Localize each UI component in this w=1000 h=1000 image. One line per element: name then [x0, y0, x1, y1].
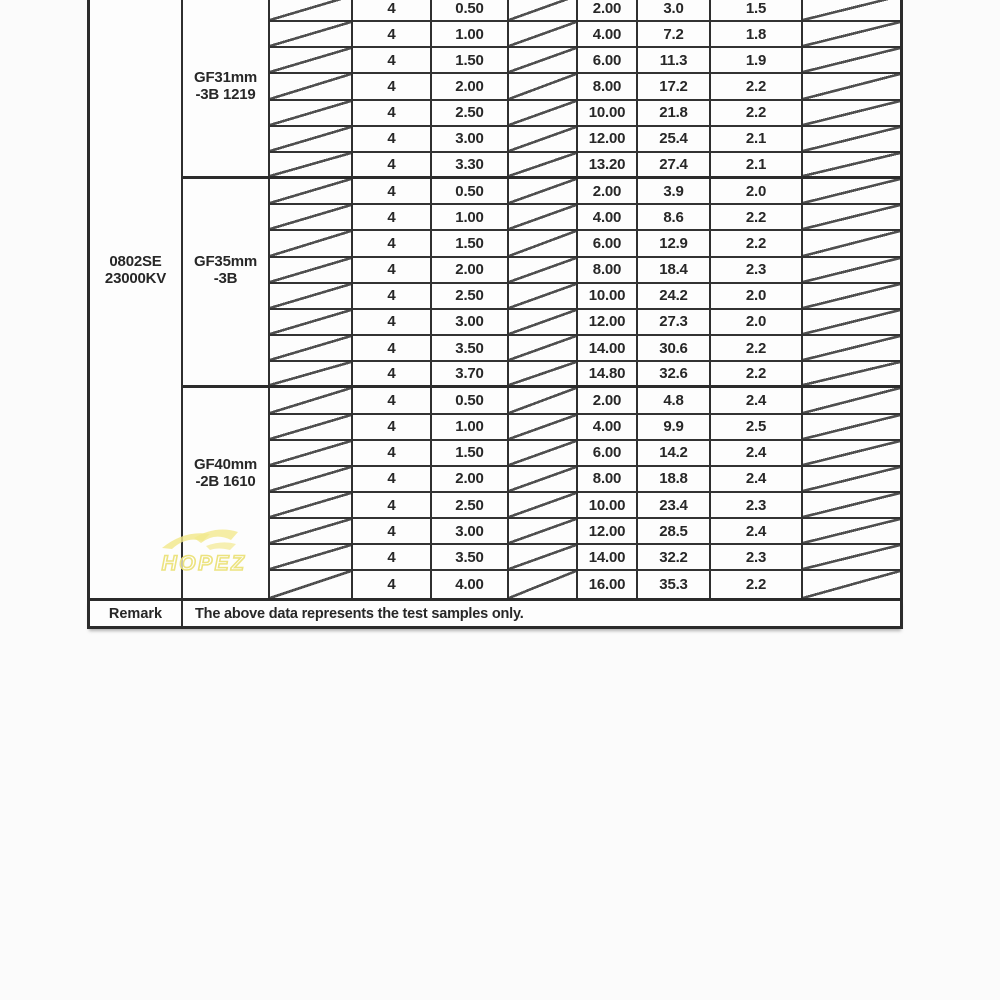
data-cell: 4	[353, 545, 432, 571]
data-cell: 3.50	[432, 336, 509, 362]
data-cell: 8.6	[638, 205, 711, 231]
hatched-cell	[803, 48, 900, 74]
hatched-cell	[509, 545, 578, 571]
hatched-cell	[803, 0, 900, 22]
hatched-cell	[803, 310, 900, 336]
prop-gf40-line1: GF40mm	[194, 455, 257, 473]
data-cell: 30.6	[638, 336, 711, 362]
data-cell: 4.00	[578, 22, 638, 48]
data-cell: 4	[353, 258, 432, 284]
remark-label: Remark	[90, 601, 183, 626]
hatched-cell	[509, 388, 578, 414]
hatched-cell	[803, 571, 900, 597]
data-cell: 28.5	[638, 519, 711, 545]
data-cell: 4	[353, 153, 432, 179]
hatched-cell	[270, 415, 353, 441]
data-cell: 11.3	[638, 48, 711, 74]
hatched-cell	[270, 362, 353, 388]
data-cell: 14.80	[578, 362, 638, 388]
data-cell: 12.00	[578, 127, 638, 153]
data-cell: 3.0	[638, 0, 711, 22]
remark-row	[87, 598, 903, 629]
data-cell: 4	[353, 284, 432, 310]
hatched-cell	[509, 22, 578, 48]
hatched-cell	[803, 101, 900, 127]
data-cell: 2.0	[711, 179, 803, 205]
data-cell: 2.2	[711, 101, 803, 127]
hatched-cell	[270, 310, 353, 336]
data-cell: 1.50	[432, 231, 509, 257]
hatched-cell	[509, 493, 578, 519]
hatched-cell	[509, 127, 578, 153]
data-cell: 2.4	[711, 519, 803, 545]
hatched-cell	[270, 545, 353, 571]
hatched-cell	[803, 467, 900, 493]
motor-name-line2: 23000KV	[104, 269, 167, 287]
hatched-cell	[270, 493, 353, 519]
data-cell: 10.00	[578, 284, 638, 310]
data-cell: 27.4	[638, 153, 711, 179]
hatched-cell	[509, 519, 578, 545]
hatched-cell	[803, 493, 900, 519]
data-cell: 2.50	[432, 493, 509, 519]
data-cell: 4	[353, 336, 432, 362]
hatched-cell	[270, 0, 353, 22]
hatched-cell	[270, 258, 353, 284]
hatched-cell	[803, 545, 900, 571]
data-cell: 2.2	[711, 205, 803, 231]
data-cell: 14.2	[638, 441, 711, 467]
hatched-cell	[803, 205, 900, 231]
hatched-cell	[509, 205, 578, 231]
data-cell: 8.00	[578, 258, 638, 284]
hatched-cell	[509, 48, 578, 74]
hatched-cell	[509, 362, 578, 388]
hatched-cell	[509, 101, 578, 127]
data-cell: 2.2	[711, 362, 803, 388]
data-cell: 24.2	[638, 284, 711, 310]
hatched-cell	[509, 571, 578, 597]
hatched-cell	[270, 153, 353, 179]
data-cell: 2.3	[711, 493, 803, 519]
data-cell: 2.1	[711, 127, 803, 153]
data-cell: 4	[353, 74, 432, 100]
data-cell: 0.50	[432, 388, 509, 414]
hatched-cell	[509, 415, 578, 441]
prop-gf40-line2: -2B 1610	[195, 472, 256, 490]
data-cell: 0.50	[432, 179, 509, 205]
data-cell: 14.00	[578, 545, 638, 571]
hatched-cell	[509, 153, 578, 179]
hatched-cell	[509, 74, 578, 100]
data-cell: 2.1	[711, 153, 803, 179]
data-cell: 2.2	[711, 74, 803, 100]
hatched-cell	[509, 441, 578, 467]
data-cell: 2.50	[432, 284, 509, 310]
data-cell: 9.9	[638, 415, 711, 441]
data-cell: 6.00	[578, 231, 638, 257]
data-cell: 3.30	[432, 153, 509, 179]
data-cell: 6.00	[578, 48, 638, 74]
data-cell: 4.00	[432, 571, 509, 597]
data-cell: 2.2	[711, 231, 803, 257]
data-cell: 18.8	[638, 467, 711, 493]
hatched-cell	[509, 258, 578, 284]
hatched-cell	[509, 0, 578, 22]
data-cell: 35.3	[638, 571, 711, 597]
data-cell: 4.8	[638, 388, 711, 414]
data-cell: 2.5	[711, 415, 803, 441]
data-cell: 4.00	[578, 415, 638, 441]
data-cell: 1.8	[711, 22, 803, 48]
hatched-cell	[509, 231, 578, 257]
hatched-cell	[270, 127, 353, 153]
hatched-cell	[270, 48, 353, 74]
data-cell: 2.00	[578, 0, 638, 22]
data-cell: 6.00	[578, 441, 638, 467]
hatched-cell	[509, 179, 578, 205]
data-cell: 12.9	[638, 231, 711, 257]
hatched-cell	[803, 388, 900, 414]
prop-cell-gf31	[183, 0, 270, 179]
data-cell: 2.4	[711, 467, 803, 493]
data-cell: 21.8	[638, 101, 711, 127]
hatched-cell	[270, 205, 353, 231]
data-cell: 32.6	[638, 362, 711, 388]
data-cell: 23.4	[638, 493, 711, 519]
hatched-cell	[270, 571, 353, 597]
hatched-cell	[270, 74, 353, 100]
data-cell: 2.50	[432, 101, 509, 127]
hatched-cell	[509, 467, 578, 493]
prop-gf35-line1: GF35mm	[194, 253, 257, 271]
hatched-cell	[270, 22, 353, 48]
prop-cell-gf35	[183, 179, 270, 388]
hatched-cell	[270, 101, 353, 127]
hatched-cell	[803, 153, 900, 179]
data-cell: 17.2	[638, 74, 711, 100]
data-cell: 1.9	[711, 48, 803, 74]
data-cell: 4	[353, 388, 432, 414]
data-cell: 2.00	[432, 467, 509, 493]
hatched-cell	[270, 467, 353, 493]
hatched-cell	[803, 74, 900, 100]
data-cell: 2.4	[711, 388, 803, 414]
data-cell: 4	[353, 48, 432, 74]
data-cell: 1.00	[432, 22, 509, 48]
hatched-cell	[803, 179, 900, 205]
data-cell: 12.00	[578, 519, 638, 545]
hatched-cell	[803, 441, 900, 467]
data-cell: 12.00	[578, 310, 638, 336]
hatched-cell	[509, 284, 578, 310]
motor-spec-table	[87, 0, 903, 598]
hatched-cell	[803, 362, 900, 388]
motor-name-line1: 0802SE	[109, 252, 162, 270]
data-cell: 2.3	[711, 258, 803, 284]
prop-gf35-line2: -3B	[213, 270, 238, 288]
data-cell: 1.50	[432, 441, 509, 467]
data-cell: 14.00	[578, 336, 638, 362]
hatched-cell	[803, 127, 900, 153]
data-cell: 2.0	[711, 284, 803, 310]
hatched-cell	[270, 519, 353, 545]
data-cell: 16.00	[578, 571, 638, 597]
data-cell: 4	[353, 22, 432, 48]
data-cell: 25.4	[638, 127, 711, 153]
prop-gf31-line2: -3B 1219	[195, 86, 256, 104]
hatched-cell	[270, 388, 353, 414]
data-cell: 3.9	[638, 179, 711, 205]
data-cell: 13.20	[578, 153, 638, 179]
data-cell: 2.3	[711, 545, 803, 571]
data-cell: 3.00	[432, 127, 509, 153]
hatched-cell	[803, 336, 900, 362]
data-cell: 3.00	[432, 519, 509, 545]
data-cell: 3.70	[432, 362, 509, 388]
data-cell: 10.00	[578, 493, 638, 519]
data-cell: 8.00	[578, 467, 638, 493]
data-cell: 3.50	[432, 545, 509, 571]
remark-text: The above data represents the test samples only.	[195, 605, 524, 622]
data-cell: 1.00	[432, 415, 509, 441]
data-cell: 8.00	[578, 74, 638, 100]
hatched-cell	[803, 231, 900, 257]
data-cell: 2.00	[432, 74, 509, 100]
data-cell: 4	[353, 101, 432, 127]
data-cell: 1.00	[432, 205, 509, 231]
data-cell: 4	[353, 310, 432, 336]
data-cell: 4	[353, 179, 432, 205]
data-cell: 2.0	[711, 310, 803, 336]
data-cell: 4	[353, 571, 432, 597]
hatched-cell	[509, 310, 578, 336]
data-cell: 4	[353, 362, 432, 388]
data-cell: 4.00	[578, 205, 638, 231]
hatched-cell	[270, 231, 353, 257]
hatched-cell	[803, 284, 900, 310]
data-cell: 4	[353, 467, 432, 493]
watermark-text: HOPEZ	[161, 552, 247, 575]
data-cell: 4	[353, 127, 432, 153]
data-cell: 0.50	[432, 0, 509, 22]
data-cell: 4	[353, 205, 432, 231]
data-cell: 2.2	[711, 571, 803, 597]
data-cell: 18.4	[638, 258, 711, 284]
data-cell: 10.00	[578, 101, 638, 127]
data-cell: 3.00	[432, 310, 509, 336]
data-cell: 4	[353, 231, 432, 257]
data-cell: 2.00	[578, 179, 638, 205]
data-cell: 2.00	[578, 388, 638, 414]
data-cell: 1.5	[711, 0, 803, 22]
hatched-cell	[270, 284, 353, 310]
data-cell: 2.00	[432, 258, 509, 284]
hatched-cell	[270, 179, 353, 205]
data-cell: 2.2	[711, 336, 803, 362]
data-cell: 4	[353, 0, 432, 22]
hatched-cell	[803, 519, 900, 545]
data-cell: 32.2	[638, 545, 711, 571]
hatched-cell	[803, 258, 900, 284]
prop-gf31-line1: GF31mm	[194, 69, 257, 87]
hatched-cell	[270, 441, 353, 467]
data-cell: 27.3	[638, 310, 711, 336]
data-cell: 4	[353, 441, 432, 467]
data-cell: 4	[353, 519, 432, 545]
hatched-cell	[509, 336, 578, 362]
hatched-cell	[803, 415, 900, 441]
hatched-cell	[270, 336, 353, 362]
data-cell: 4	[353, 493, 432, 519]
data-cell: 2.4	[711, 441, 803, 467]
motor-name-cell	[90, 0, 183, 598]
data-cell: 7.2	[638, 22, 711, 48]
hatched-cell	[803, 22, 900, 48]
data-cell: 4	[353, 415, 432, 441]
data-cell: 1.50	[432, 48, 509, 74]
prop-cell-gf40	[183, 388, 270, 597]
